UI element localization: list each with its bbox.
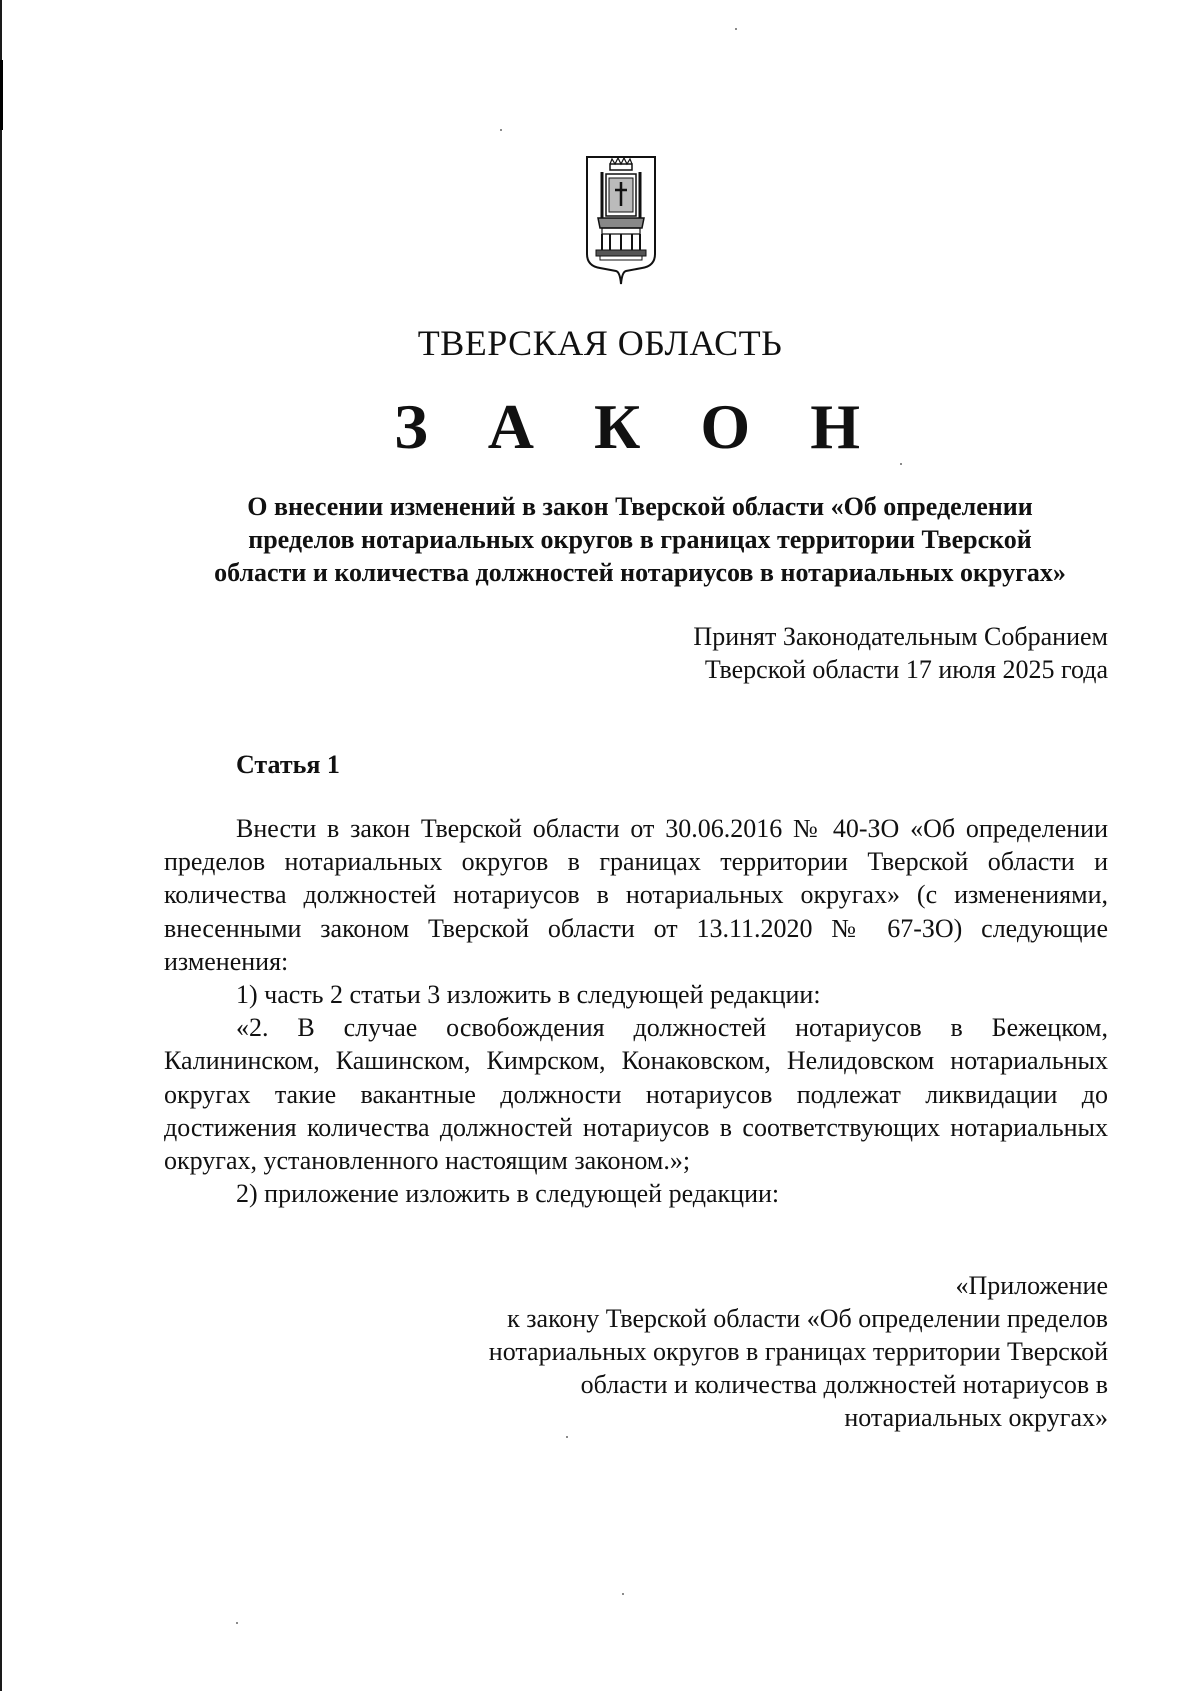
article-paragraph: «2. В случае освобождения должностей нотариусов в Бежецком, Калининском, Кашинском, Кимрском, Конаковском, Нелидовском нотариальных округах такие вакантные должности нотариусов подлежат ликвидации до достижения количества должностей нотариусов в соответствующих нотариальных округах, установленного настоящим законом.»; [164, 1013, 1108, 1176]
region-name: ТВЕРСКАЯ ОБЛАСТЬ [417, 323, 783, 363]
appendix-heading [489, 1269, 1108, 1434]
adoption-line: Принят Законодательным Собранием [693, 622, 1108, 651]
scan-speck [900, 463, 902, 465]
scan-speck [566, 1436, 568, 1438]
law-subject [160, 490, 1120, 589]
article-paragraph: 1) часть 2 статьи 3 изложить в следующей редакции: [236, 980, 821, 1010]
scan-speck [735, 28, 737, 30]
appendix-line: «Приложение [955, 1271, 1108, 1300]
subject-line: области и количества должностей нотариусов в нотариальных округах» [214, 558, 1066, 587]
article-paragraph: Внести в закон Тверской области от 30.06.2016 № 40-ЗО «Об определении пределов нотариальных округов в границах территории Тверской области и количества должностей нотариусов в нотариальных округах» (с изменениями, внесенными законом Тверской области от 13.11.2020 № 67-ЗО) следующие изменения: [164, 814, 1108, 976]
article-body [164, 812, 1108, 1210]
document-title: З А К О Н [394, 391, 882, 462]
scan-border-mark [0, 60, 3, 130]
adoption-line: Тверской области 17 июля 2025 года [704, 655, 1108, 684]
appendix-line: к закону Тверской области «Об определении пределов [507, 1304, 1108, 1333]
scan-speck [500, 129, 502, 131]
appendix-line: нотариальных округов в границах территории Тверской [488, 1337, 1108, 1366]
subject-line: пределов нотариальных округов в границах территории Тверской [248, 525, 1032, 554]
article-heading: Статья 1 [236, 750, 340, 779]
adoption-note [693, 620, 1108, 686]
scan-speck [236, 1622, 238, 1624]
scan-border [0, 0, 2, 1691]
tver-coat-of-arms-icon [584, 154, 658, 286]
subject-line: О внесении изменений в закон Тверской области «Об определении [247, 492, 1033, 521]
article-paragraph: 2) приложение изложить в следующей редакции: [236, 1179, 780, 1209]
appendix-line: области и количества должностей нотариусов в [580, 1370, 1108, 1399]
appendix-line: нотариальных округах» [844, 1403, 1108, 1432]
scan-speck [622, 1593, 624, 1595]
